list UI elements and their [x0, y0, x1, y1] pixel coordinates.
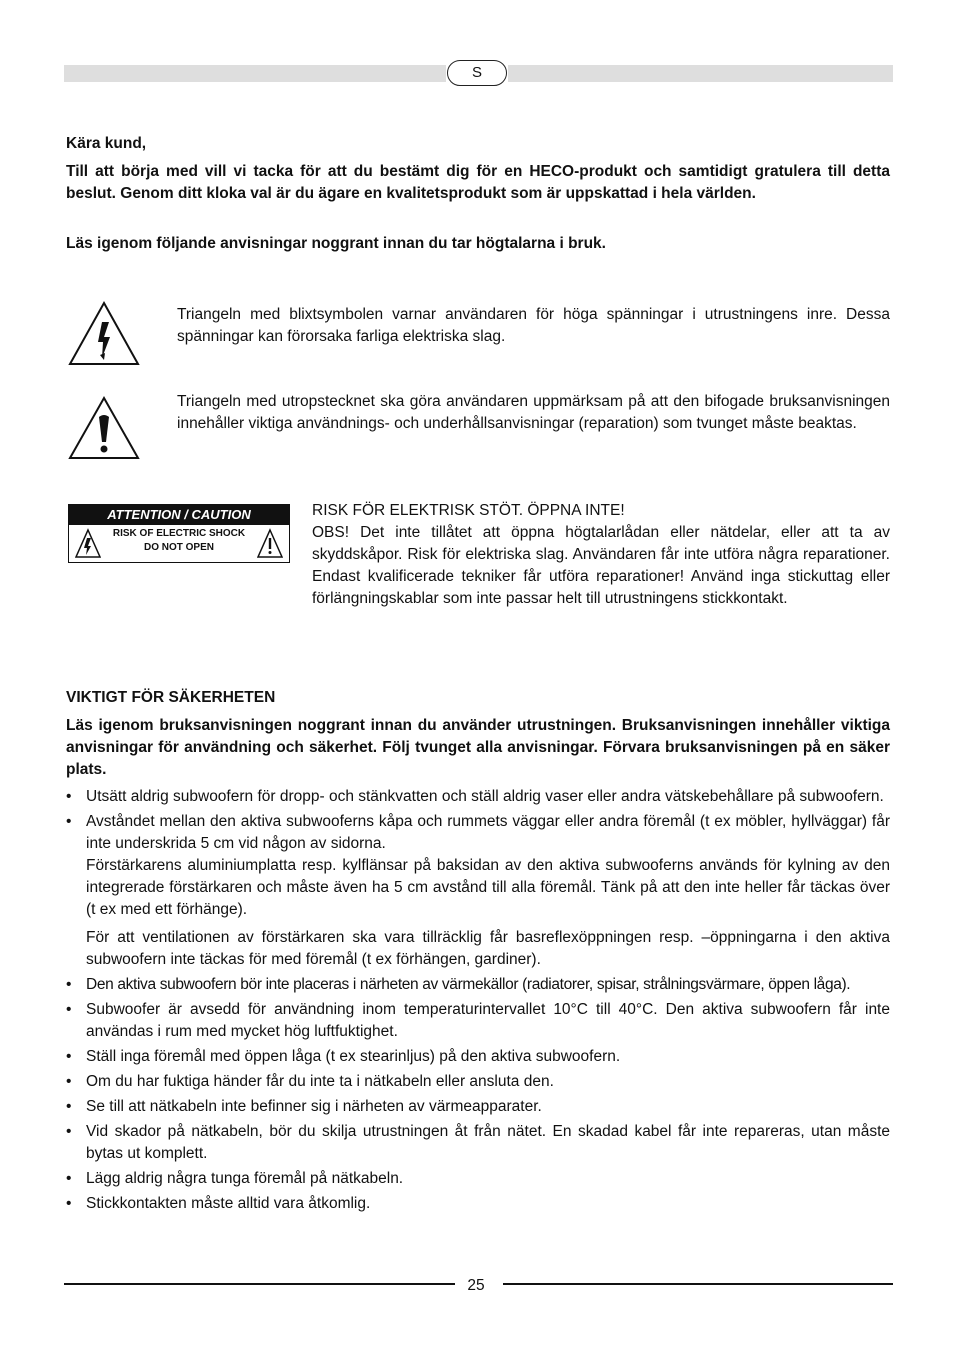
- safety-intro: Läs igenom bruksanvisningen noggrant innan du använder utrustningen. Bruksanvisningen innehåller viktiga anvisningar för användning och säkerhet. Följ tvunget alla anvisningar. Förvara bruksanvisningen på en säker plats.: [66, 717, 890, 778]
- lightning-warning-text: Triangeln med blixtsymbolen varnar användaren för höga spänningar i utrustningens inre. Dessa spänningar kan förorsaka farliga elektriska slag.: [177, 306, 890, 345]
- intro-paragraph: Till att börja med vill vi tacka för att du bestämt dig för en HECO-produkt och samtidigt gratulera till detta beslut. Genom ditt kloka val är du ägare en kvalitetsprodukt som är uppskattad i hela världen.: [66, 163, 890, 202]
- caution-text: OBS! Det inte tillåtet att öppna högtalarlådan eller nätdelar, eller att ta av skyddskåpor. Risk för elektriska slag. Användaren får inte utföra några reparationer. Endast kvalificerade tekniker får utföra reparationer! Använd inga stickuttag eller förlängningskablar som inte passar helt till utrustningens stickkontakt.: [312, 524, 890, 607]
- exclamation-warning-text: Triangeln med utropstecknet ska göra användaren uppmärksam på att den bifogade bruksanvisningen innehåller viktiga användnings- och underhållsanvisningar (reparation) som tvunget måste beaktas.: [177, 393, 890, 432]
- list-item: • Om du har fuktiga händer får du inte ta i nätkabeln eller ansluta den.: [66, 1073, 554, 1090]
- caution-label-text: [103, 527, 255, 555]
- greeting: Kära kund,: [66, 135, 147, 152]
- list-item: • Vid skador på nätkabeln, bör du skilja utrustningen åt från nätet. En skadad kabel får inte repareras, utan måste bytas ut komplett.: [66, 1123, 890, 1162]
- footer-line-left: [64, 1283, 455, 1285]
- safety-heading: VIKTIGT FÖR SÄKERHETEN: [66, 689, 276, 706]
- list-item: • Subwoofer är avsedd för användning inom temperaturintervallet 10°C till 40°C. Den aktiva subwoofern får inte användas i rum med mycket hög luftfuktighet.: [66, 1001, 890, 1040]
- header-bar-left: [64, 65, 446, 82]
- caution-label-line2: DO NOT OPEN: [143, 542, 214, 553]
- list-item: • Utsätt aldrig subwoofern för dropp- och stänkvatten och ställ aldrig vaser eller andra vätskebehållare på subwoofern.: [66, 788, 884, 805]
- language-code-badge: S: [447, 60, 507, 86]
- list-item: • Lägg aldrig några tunga föremål på nätkabeln.: [66, 1170, 404, 1187]
- list-item-extra: Förstärkarens aluminiumplatta resp. kylflänsar på baksidan av den aktiva subwooferns används för kylning av den integrerade förstärkaren och måste även ha 5 cm avstånd till alla föremål. Tänk på att den inte heller får täckas över (t ex med ett förhänge).: [86, 857, 890, 918]
- caution-label-title: ATTENTION / CAUTION: [69, 505, 289, 525]
- caution-label-line1: RISK OF ELECTRIC SHOCK: [112, 528, 246, 539]
- caution-label: [68, 504, 290, 563]
- list-item: • Ställ inga föremål med öppen låga (t ex stearinljus) på den aktiva subwoofern.: [66, 1048, 621, 1065]
- exclamation-warning-icon: [68, 395, 140, 461]
- list-item: • Avståndet mellan den aktiva subwooferns kåpa och rummets väggar eller andra föremål (t ex möbler, hyllväggar) får inte underskrida 5 cm vid någon av sidorna. Förstärkarens aluminiumplatta resp. kylflänsar på baksidan av den aktiva subwooferns används för kylning av den integrerade förstärkaren och måste även ha 5 cm avstånd till alla föremål. Tänk på att den inte heller får täckas över (t ex med ett förhänge). För att ventilationen av förstärkaren ska vara tillräcklig får basreflexöppningen resp. –öppningarna i den aktiva subwoofern inte täckas för med föremål (t ex förhängen, gardiner).: [66, 811, 890, 971]
- lightning-warning-icon: [68, 300, 140, 366]
- footer-line-right: [503, 1283, 893, 1285]
- intro-instruction: Läs igenom följande anvisningar noggrant innan du tar högtalarna i bruk.: [66, 235, 606, 252]
- caution-exclamation-icon: [257, 527, 283, 559]
- safety-list: [66, 786, 890, 1218]
- header-bar-right: [508, 65, 893, 82]
- list-item-extra: För att ventilationen av förstärkaren ska vara tillräcklig får basreflexöppningen resp. –öppningarna i den aktiva subwoofern inte täckas för med föremål (t ex förhängen, gardiner).: [86, 929, 890, 968]
- list-item: • Stickkontakten måste alltid vara åtkomlig.: [66, 1195, 371, 1212]
- list-item: • Den aktiva subwoofern bör inte placeras i närheten av värmekällor (radiatorer, spisar, strålningsvärmare, öppen låga).: [66, 976, 851, 993]
- page-number: 25: [467, 1277, 485, 1294]
- caution-heading: RISK FÖR ELEKTRISK STÖT. ÖPPNA INTE!: [312, 502, 625, 519]
- list-item: • Se till att nätkabeln inte befinner sig i närheten av värmeapparater.: [66, 1098, 542, 1115]
- caution-lightning-icon: [75, 527, 101, 559]
